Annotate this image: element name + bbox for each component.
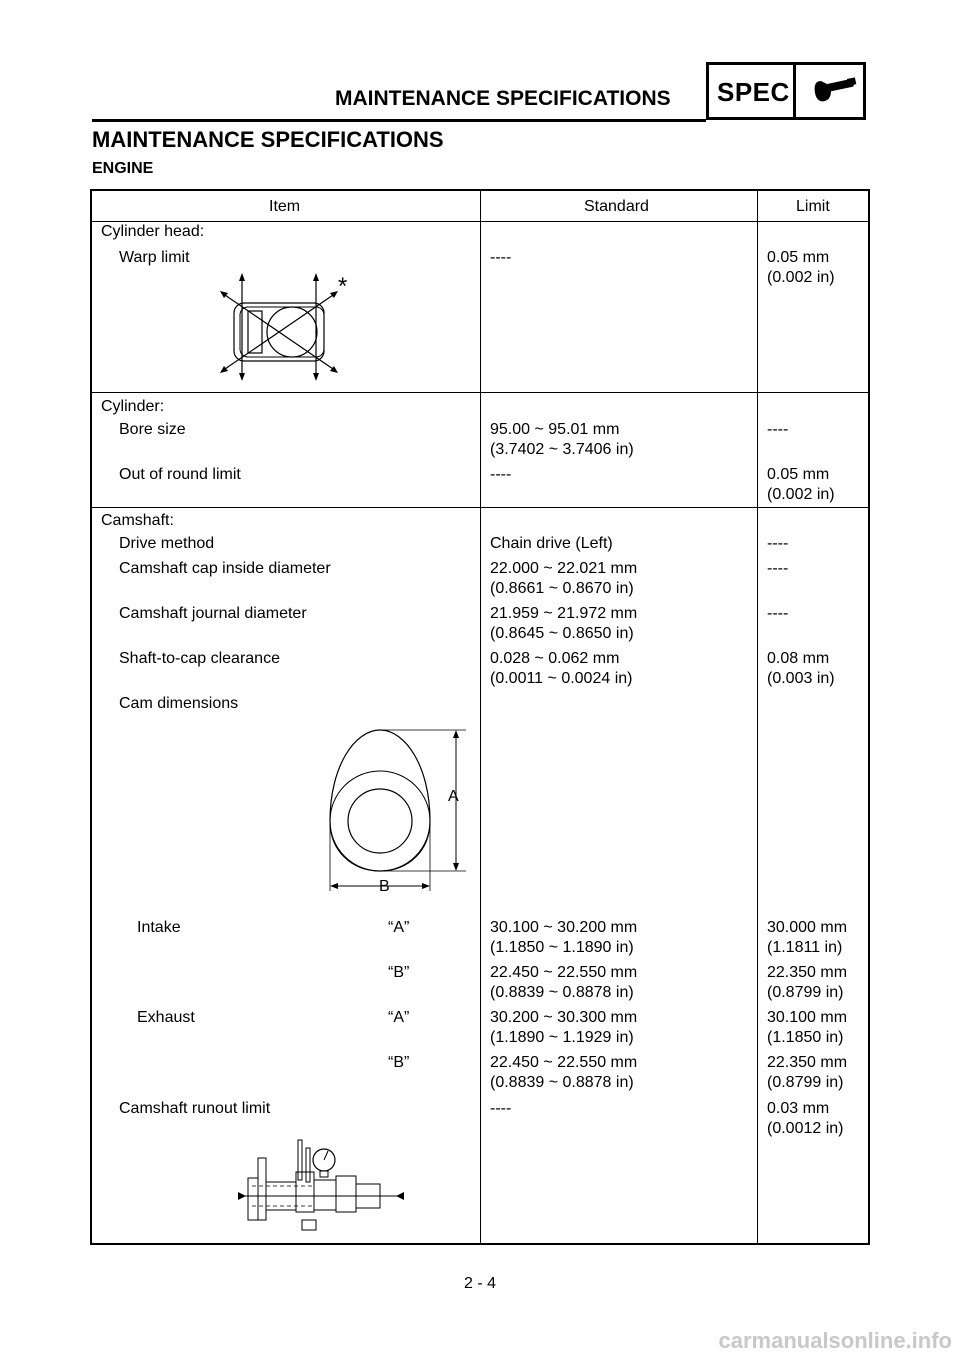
dimension-label-a: A xyxy=(448,788,459,805)
page-title: MAINTENANCE SPECIFICATIONS xyxy=(92,127,444,152)
limit-value-in: (0.8799 in) xyxy=(767,1074,844,1091)
row-divider-2 xyxy=(92,507,868,508)
standard-value: 21.959 ~ 21.972 mm xyxy=(490,605,638,622)
standard-value-in: (3.7402 ~ 3.7406 in) xyxy=(490,441,634,458)
item-label: Camshaft runout limit xyxy=(119,1100,271,1117)
limit-value: 22.350 mm xyxy=(767,1054,848,1071)
dimension-code: “A” xyxy=(388,1009,410,1026)
standard-value: 95.00 ~ 95.01 mm xyxy=(490,421,620,438)
asterisk-mark: * xyxy=(338,273,348,300)
limit-value: 0.08 mm xyxy=(767,650,830,667)
runout-diagram xyxy=(232,1136,412,1236)
limit-value: ---- xyxy=(767,560,789,577)
spec-table xyxy=(90,189,870,1245)
standard-value-in: (1.1890 ~ 1.1929 in) xyxy=(490,1029,634,1046)
col-header-limit: Limit xyxy=(796,198,830,215)
standard-value-in: (1.1850 ~ 1.1890 in) xyxy=(490,939,634,956)
limit-value: 0.05 mm xyxy=(767,249,830,266)
standard-value: ---- xyxy=(490,249,512,266)
item-label: Drive method xyxy=(119,535,215,552)
wrench-icon xyxy=(807,75,859,109)
sub-item-label: Exhaust xyxy=(137,1009,195,1026)
limit-value-in: (1.1811 in) xyxy=(767,939,843,956)
watermark: carmanualsonline.info xyxy=(718,1328,952,1353)
spec-badge xyxy=(706,62,866,120)
limit-value: 0.03 mm xyxy=(767,1100,830,1117)
limit-value: 30.000 mm xyxy=(767,919,848,936)
dimension-code: “A” xyxy=(388,919,410,936)
cam-lobe-diagram xyxy=(320,726,470,891)
limit-value: 22.350 mm xyxy=(767,964,848,981)
col-header-standard: Standard xyxy=(584,198,649,215)
group-label: Camshaft: xyxy=(101,512,174,529)
standard-value-in: (0.0011 ~ 0.0024 in) xyxy=(490,670,633,687)
limit-value-in: (0.8799 in) xyxy=(767,984,844,1001)
standard-value: 22.000 ~ 22.021 mm xyxy=(490,560,638,577)
item-label: Out of round limit xyxy=(119,466,241,483)
page-number: 2 - 4 xyxy=(464,1275,497,1292)
dimension-label-b: B xyxy=(379,878,390,895)
row-divider-1 xyxy=(92,392,868,393)
item-label: Camshaft journal diameter xyxy=(119,605,307,622)
badge-divider xyxy=(793,65,796,117)
standard-value: 30.200 ~ 30.300 mm xyxy=(490,1009,638,1026)
standard-value-in: (0.8839 ~ 0.8878 in) xyxy=(490,1074,634,1091)
section-heading: ENGINE xyxy=(92,160,154,177)
header-divider xyxy=(92,221,868,222)
spec-badge-label: SPEC xyxy=(717,77,790,107)
col-header-item: Item xyxy=(269,198,301,215)
item-label: Cam dimensions xyxy=(119,695,239,712)
item-label: Shaft-to-cap clearance xyxy=(119,650,280,667)
item-label: Bore size xyxy=(119,421,186,438)
standard-value: ---- xyxy=(490,466,512,483)
limit-value: ---- xyxy=(767,605,789,622)
sub-item-label: Intake xyxy=(137,919,181,936)
limit-value: ---- xyxy=(767,535,789,552)
header-title: MAINTENANCE SPECIFICATIONS xyxy=(335,87,671,110)
limit-value-in: (1.1850 in) xyxy=(767,1029,844,1046)
limit-value-in: (0.0012 in) xyxy=(767,1120,844,1137)
dimension-code: “B” xyxy=(388,964,410,981)
limit-value-in: (0.002 in) xyxy=(767,486,835,503)
group-label: Cylinder head: xyxy=(101,223,205,240)
standard-value-in: (0.8839 ~ 0.8878 in) xyxy=(490,984,634,1001)
standard-value: ---- xyxy=(490,1100,512,1117)
col-divider-1 xyxy=(480,191,481,1243)
limit-value: ---- xyxy=(767,421,789,438)
dimension-code: “B” xyxy=(388,1054,410,1071)
standard-value-in: (0.8645 ~ 0.8650 in) xyxy=(490,625,634,642)
header-rule xyxy=(92,119,706,122)
standard-value: 0.028 ~ 0.062 mm xyxy=(490,650,620,667)
group-label: Cylinder: xyxy=(101,398,165,415)
item-label: Warp limit xyxy=(119,249,190,266)
standard-value: 22.450 ~ 22.550 mm xyxy=(490,1054,638,1071)
standard-value: 22.450 ~ 22.550 mm xyxy=(490,964,638,981)
item-label: Camshaft cap inside diameter xyxy=(119,560,331,577)
standard-value: 30.100 ~ 30.200 mm xyxy=(490,919,638,936)
limit-value: 0.05 mm xyxy=(767,466,830,483)
standard-value: Chain drive (Left) xyxy=(490,535,613,552)
limit-value-in: (0.002 in) xyxy=(767,269,835,286)
standard-value-in: (0.8661 ~ 0.8670 in) xyxy=(490,580,634,597)
col-divider-2 xyxy=(757,191,758,1243)
limit-value-in: (0.003 in) xyxy=(767,670,835,687)
limit-value: 30.100 mm xyxy=(767,1009,848,1026)
